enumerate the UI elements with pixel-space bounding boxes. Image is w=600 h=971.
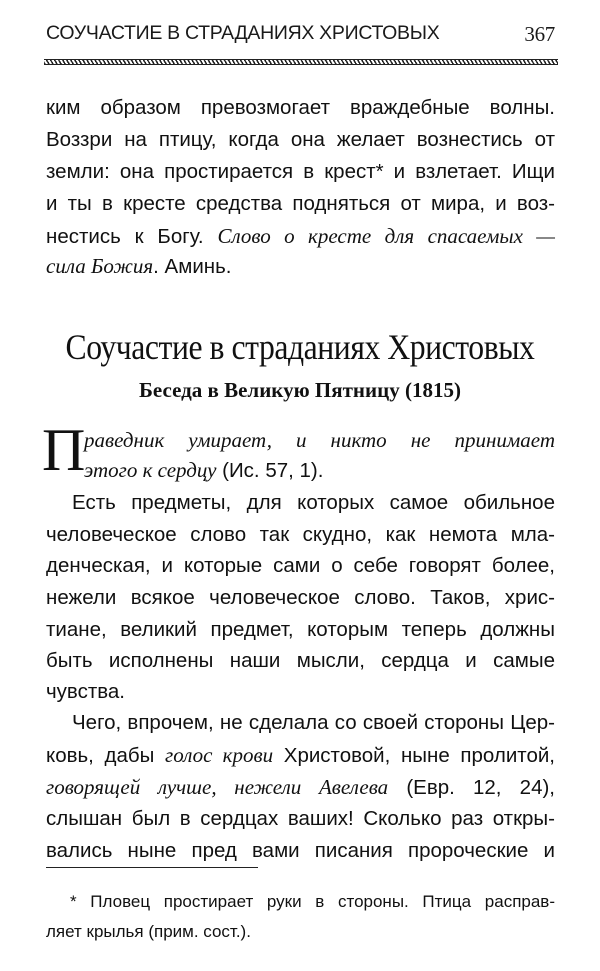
text-line <box>70 886 555 918</box>
text-line <box>46 835 555 867</box>
text-line <box>46 676 555 708</box>
text: денческая, и которые сами о себе говорят более, <box>46 554 555 577</box>
text-line <box>46 645 555 677</box>
text: ковь, дабы <box>46 744 166 767</box>
text-line <box>46 771 555 803</box>
text: Чего, впрочем, не сделала со своей стороны Цер- <box>72 711 555 734</box>
section-subtitle: Беседа в Великую Пятницу (1815) <box>139 378 461 402</box>
text: нежели всякое человеческое слово. Таков, хрис- <box>46 586 555 609</box>
section-title: Соучастие в страданиях Христовых <box>65 327 535 367</box>
text-line <box>46 550 555 582</box>
italic-text: сила Божия <box>46 254 154 278</box>
running-title: СОУЧАСТИЕ В СТРАДАНИЯХ ХРИСТОВЫХ <box>46 22 440 44</box>
text-line <box>46 916 555 948</box>
text: и ты в кресте средства подняться от мира, и воз- <box>46 192 555 215</box>
text: слышан был в сердцах ваших! Сколько раз откры- <box>46 807 555 830</box>
text-line <box>84 424 555 456</box>
text: ляет крылья (прим. сост.). <box>46 922 251 941</box>
text: Воззри на птицу, когда она желает вознестись от <box>46 128 555 151</box>
text: (Ис. 57, 1). <box>216 459 324 482</box>
italic-text: говорящей лучше, нежели Авелева <box>46 775 389 799</box>
text-line <box>46 614 555 646</box>
text: Христовой, ныне пролитой, <box>273 744 555 767</box>
text: . Аминь. <box>153 255 232 278</box>
text: нестись к Богу. <box>46 225 218 248</box>
text: земли: она простирается в крест* и взлетает. Ищи <box>46 160 555 183</box>
running-header <box>46 22 555 52</box>
italic-text: Слово о кресте для спасаемых — <box>217 224 555 248</box>
italic-text: раведник умирает, и никто не принимает <box>84 428 555 452</box>
text: вались ныне пред вами писания пророческие и <box>46 839 555 862</box>
ornamental-rule <box>44 59 558 65</box>
text: человеческое слово так скудно, как немота мла- <box>46 523 555 546</box>
italic-text: этого к сердцу <box>84 458 217 482</box>
italic-text: голос крови <box>165 743 274 767</box>
text-line <box>72 707 555 739</box>
text-line <box>46 803 555 835</box>
text: (Евр. 12, 24), <box>388 776 555 799</box>
text-line <box>46 582 555 614</box>
text-line <box>46 739 555 771</box>
text: чувства. <box>46 680 125 703</box>
text-line <box>46 124 555 156</box>
text-line <box>46 92 555 124</box>
drop-cap: П <box>42 417 86 483</box>
text: Есть предметы, для которых самое обильное <box>72 491 555 514</box>
text-line <box>46 250 555 282</box>
text: быть исполнены наши мысли, сердца и самые <box>46 649 555 672</box>
text: * Пловец простирает руки в стороны. Птица расправ- <box>70 892 555 911</box>
text-line <box>46 156 555 188</box>
page-number: 367 <box>524 22 555 46</box>
text-line <box>46 188 555 220</box>
text-line <box>46 220 555 252</box>
text-line <box>84 454 555 486</box>
text-line <box>72 487 555 519</box>
text: тиане, великий предмет, которым теперь должны <box>46 618 555 641</box>
text-line <box>46 519 555 551</box>
footnote-rule <box>46 867 258 868</box>
text: ким образом превозмогает враждебные волны. <box>46 96 555 119</box>
